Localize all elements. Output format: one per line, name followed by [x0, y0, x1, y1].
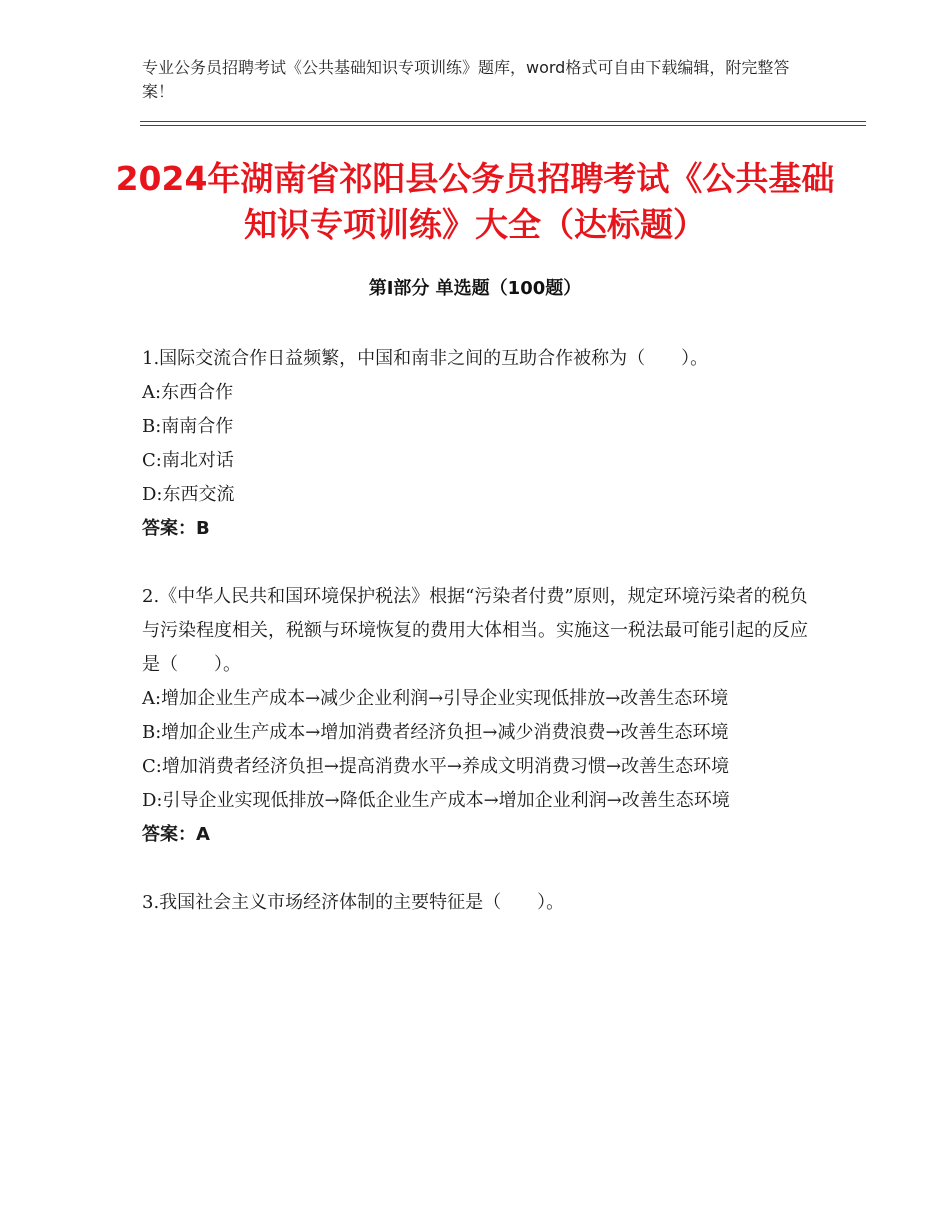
option-d: D:引导企业实现低排放→降低企业生产成本→增加企业利润→改善生态环境: [142, 790, 730, 811]
option-c: C:南北对话: [142, 450, 234, 471]
option-d: D:东西交流: [142, 484, 235, 505]
question-stem: 1.国际交流合作日益频繁，中国和南非之间的互助合作被称为（ ）。: [142, 348, 709, 369]
header-divider-top: [140, 121, 866, 122]
question-3: [142, 886, 810, 920]
answer-label: 答案：A: [142, 824, 210, 845]
question-stem: 3.我国社会主义市场经济体制的主要特征是（ ）。: [142, 892, 565, 913]
question-list: [142, 342, 810, 920]
option-b: B:南南合作: [142, 416, 234, 437]
question-spacer: [142, 852, 810, 886]
option-a: A:东西合作: [142, 382, 234, 403]
header-divider-bottom: [140, 125, 866, 126]
option-b: B:增加企业生产成本→增加消费者经济负担→减少消费浪费→改善生态环境: [142, 722, 729, 743]
option-c: C:增加消费者经济负担→提高消费水平→养成文明消费习惯→改善生态环境: [142, 756, 730, 777]
header-note: 专业公务员招聘考试《公共基础知识专项训练》题库，word格式可自由下载编辑，附完整答案！: [142, 58, 790, 101]
question-1: [142, 342, 810, 546]
section-heading: 第Ⅰ部分 单选题（100题）: [368, 278, 582, 299]
document-title: 2024年湖南省祁阳县公务员招聘考试《公共基础知识专项训练》大全（达标题）: [115, 159, 835, 244]
question-spacer: [142, 546, 810, 580]
question-stem: 2.《中华人民共和国环境保护税法》根据“污染者付费”原则，规定环境污染者的税负与污染程度相关，税额与环境恢复的费用大体相当。实施这一税法最可能引起的反应是（ ）。: [142, 586, 808, 675]
question-2: [142, 580, 810, 852]
option-a: A:增加企业生产成本→减少企业利润→引导企业实现低排放→改善生态环境: [142, 688, 729, 709]
answer-label: 答案：B: [142, 518, 210, 539]
